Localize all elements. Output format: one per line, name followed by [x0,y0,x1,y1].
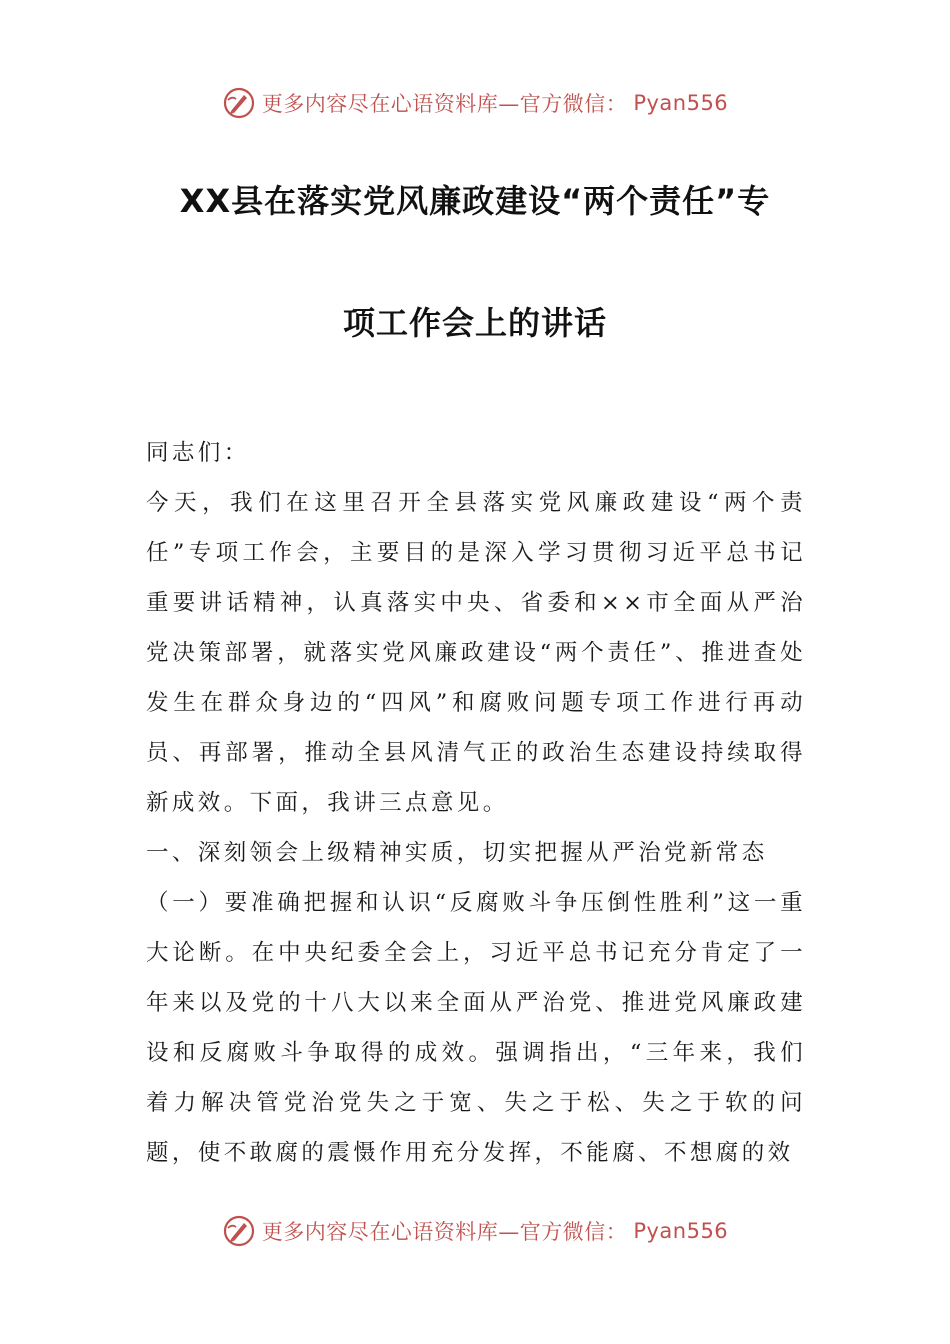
watermark-text: 更多内容尽在心语资料库—官方微信： [261,92,628,116]
paragraph-intro: 今天，我们在这里召开全县落实党风廉政建设“两个责任”专项工作会，主要目的是深入学习贯彻习近平总书记重要讲话精神，认真落实中央、省委和××市全面从严治党决策部署，就落实党风廉政建设“两个责任”、推进查处发生在群众身边的“四风”和腐败问题专项工作进行再动员、再部署，推动全县风清气正的政治生态建设持续取得新成效。下面，我讲三点意见。 [146,490,806,816]
salutation: 同志们： [146,440,250,466]
document-title-line-2: 项工作会上的讲话 [342,304,607,342]
watermark-wechat-id: Pyan556 [633,91,729,115]
watermark-text: 更多内容尽在心语资料库—官方微信： [261,1220,628,1244]
watermark-footer [0,1214,950,1248]
pen-seal-icon [222,86,256,120]
pen-seal-icon [222,1214,256,1248]
watermark-wechat-id: Pyan556 [633,1219,729,1243]
document-body [146,428,806,1178]
document-title-line-1: XX县在落实党风廉政建设“两个责任”专 [179,182,771,220]
section-heading-1: 一、深刻领会上级精神实质，切实把握从严治党新常态 [146,840,768,866]
paragraph-subsection-1: （一）要准确把握和认识“反腐败斗争压倒性胜利”这一重大论断。在中央纪委全会上，习近平总书记充分肯定了一年来以及党的十八大以来全面从严治党、推进党风廉政建设和反腐败斗争取得的成效。强调指出，“三年来，我们着力解决管党治党失之于宽、失之于松、失之于软的问题，使不敢腐的震慑作用充分发挥，不能腐、不想腐的效 [146,890,806,1166]
watermark-header [0,86,950,120]
